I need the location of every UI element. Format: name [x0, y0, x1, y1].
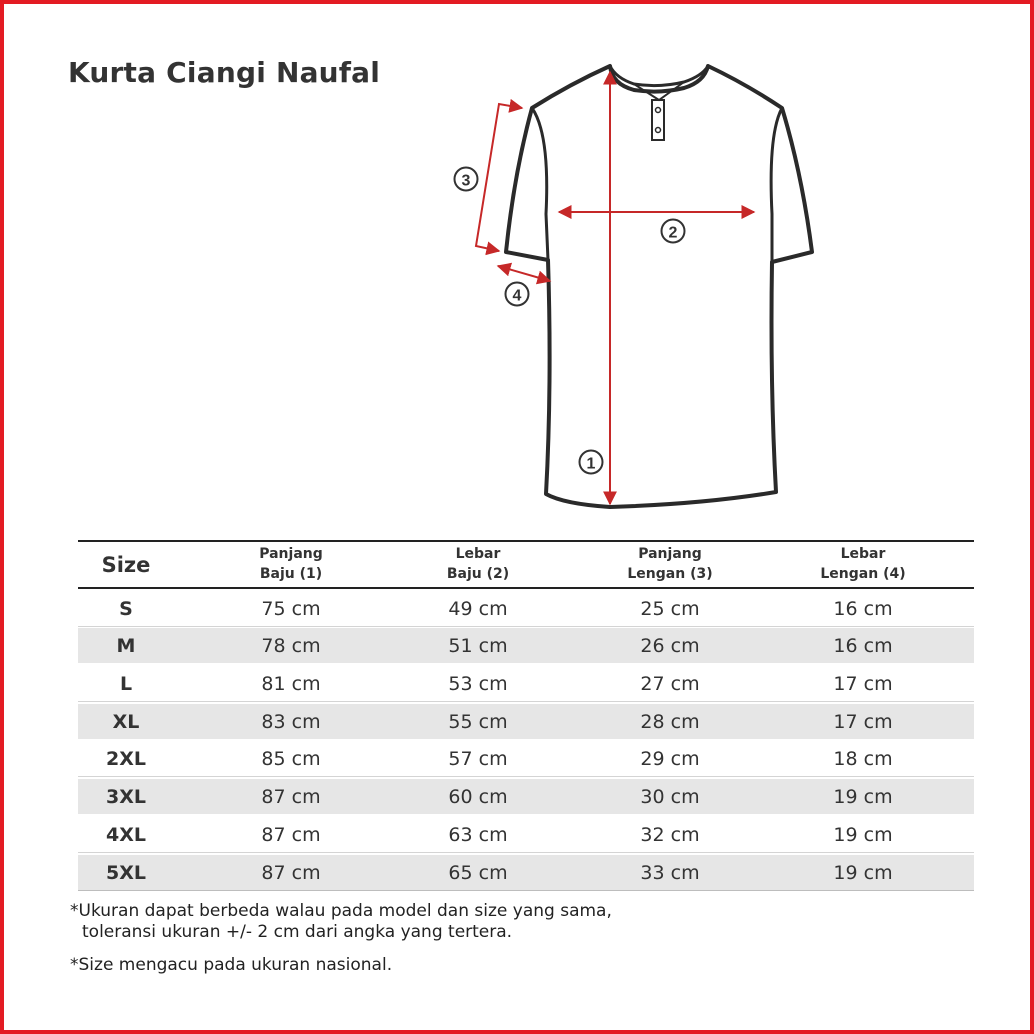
table-row	[78, 817, 974, 853]
cell-panjang-baju: 78 cm	[261, 635, 321, 658]
table-row	[78, 741, 974, 777]
cell-panjang-lengan: 25 cm	[640, 597, 700, 620]
table-row	[78, 704, 974, 740]
marker-2	[662, 220, 685, 243]
cell-panjang-lengan: 30 cm	[640, 786, 700, 809]
size-notes	[70, 901, 612, 976]
cell-panjang-baju: 87 cm	[261, 786, 321, 809]
cell-lebar-baju: 51 cm	[448, 635, 508, 658]
cell-panjang-baju: 75 cm	[261, 597, 321, 620]
table-row	[78, 666, 974, 702]
cell-size: L	[119, 673, 133, 696]
table-header	[78, 540, 974, 589]
cell-panjang-lengan: 26 cm	[640, 635, 700, 658]
header-panjang-baju: Panjang Baju (1)	[259, 546, 323, 582]
svg-text:2: 2	[668, 224, 678, 242]
marker-4	[506, 283, 529, 306]
cell-panjang-baju: 83 cm	[261, 710, 321, 733]
measure-line-4	[498, 266, 550, 281]
cell-panjang-lengan: 29 cm	[640, 748, 700, 771]
cell-lebar-lengan: 16 cm	[833, 635, 893, 658]
cell-panjang-baju: 81 cm	[261, 673, 321, 696]
cell-lebar-lengan: 17 cm	[833, 673, 893, 696]
cell-size: 4XL	[106, 823, 146, 846]
svg-text:3: 3	[461, 172, 471, 190]
size-table	[78, 540, 974, 891]
table-row	[78, 628, 974, 664]
cell-lebar-lengan: 19 cm	[833, 823, 893, 846]
cell-lebar-baju: 55 cm	[448, 710, 508, 733]
note-tolerance-cont: toleransi ukuran +/- 2 cm dari angka yang tertera.	[82, 922, 513, 942]
page-title: Kurta Ciangi Naufal	[68, 56, 381, 89]
cell-lebar-lengan: 19 cm	[833, 861, 893, 884]
header-panjang-lengan: Panjang Lengan (3)	[627, 546, 713, 582]
table-row	[78, 591, 974, 627]
note-national-size: *Size mengacu pada ukuran nasional.	[70, 955, 393, 975]
cell-lebar-lengan: 17 cm	[833, 710, 893, 733]
cell-size: 2XL	[106, 748, 146, 771]
cell-panjang-lengan: 27 cm	[640, 673, 700, 696]
cell-lebar-baju: 53 cm	[448, 673, 508, 696]
cell-size: S	[119, 597, 133, 620]
cell-panjang-lengan: 33 cm	[640, 861, 700, 884]
table-row	[78, 855, 974, 891]
marker-3	[455, 168, 478, 191]
svg-text:4: 4	[512, 287, 522, 305]
cell-lebar-baju: 65 cm	[448, 861, 508, 884]
cell-panjang-baju: 87 cm	[261, 861, 321, 884]
cell-lebar-lengan: 16 cm	[833, 597, 893, 620]
cell-lebar-baju: 57 cm	[448, 748, 508, 771]
header-lebar-lengan: Lebar Lengan (4)	[820, 546, 906, 582]
cell-size: 5XL	[106, 861, 146, 884]
cell-lebar-lengan: 19 cm	[833, 786, 893, 809]
header-size: Size	[101, 553, 151, 577]
cell-panjang-baju: 87 cm	[261, 823, 321, 846]
marker-1	[580, 451, 603, 474]
cell-lebar-lengan: 18 cm	[833, 748, 893, 771]
table-row	[78, 779, 974, 815]
header-lebar-baju: Lebar Baju (2)	[446, 546, 510, 582]
cell-panjang-lengan: 32 cm	[640, 823, 700, 846]
shirt-diagram	[444, 59, 824, 519]
cell-lebar-baju: 49 cm	[448, 597, 508, 620]
cell-size: M	[116, 635, 136, 658]
cell-panjang-baju: 85 cm	[261, 748, 321, 771]
cell-panjang-lengan: 28 cm	[640, 710, 700, 733]
svg-text:1: 1	[586, 455, 596, 473]
cell-size: XL	[112, 710, 140, 733]
cell-size: 3XL	[106, 786, 146, 809]
cell-lebar-baju: 60 cm	[448, 786, 508, 809]
note-tolerance: *Ukuran dapat berbeda walau pada model dan size yang sama,	[70, 901, 612, 921]
cell-lebar-baju: 63 cm	[448, 823, 508, 846]
